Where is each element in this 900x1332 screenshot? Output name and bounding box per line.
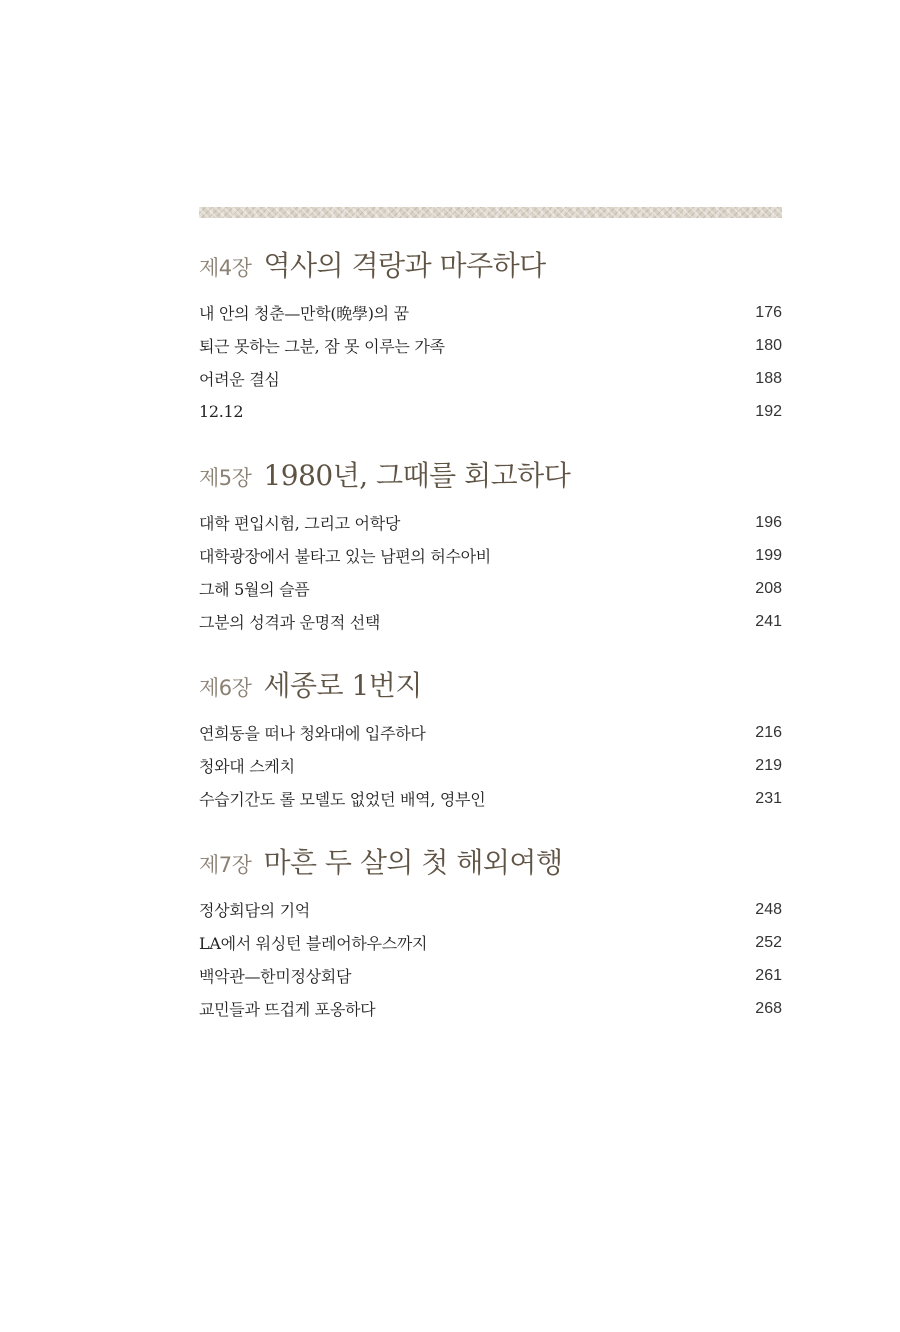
chapter-entries [199,893,782,1025]
toc-entry[interactable] [199,395,782,428]
entry-page-number: 241 [755,612,782,630]
entry-title: 대학광장에서 불타고 있는 남편의 허수아비 [199,547,491,566]
chapter-heading [199,244,782,284]
entry-page-number: 248 [755,900,782,918]
entry-page-number: 176 [755,303,782,321]
toc-entry[interactable] [199,506,782,539]
entry-title: 대학 편입시험, 그리고 어학당 [199,514,401,533]
entry-title: 그분의 성격과 운명적 선택 [199,613,381,632]
toc-entry[interactable] [199,605,782,638]
chapter-5 [199,454,782,638]
chapter-label: 제7장 [199,853,252,877]
entry-title: LA에서 워싱턴 블레어하우스까지 [199,934,428,953]
entry-page-number: 192 [755,402,782,420]
entry-page-number: 180 [755,336,782,354]
toc-entry[interactable] [199,959,782,992]
chapter-title: 마흔 두 살의 첫 해외여행 [263,846,563,879]
toc-entry[interactable] [199,926,782,959]
entry-page-number: 199 [755,546,782,564]
chapter-entries [199,506,782,638]
chapter-title: 1980년, 그때를 회고하다 [263,459,571,492]
entry-title: 정상회담의 기억 [199,901,310,920]
entry-page-number: 196 [755,513,782,531]
chapter-7 [199,841,782,1025]
toc-entry[interactable] [199,362,782,395]
chapter-6 [199,664,782,815]
entry-title: 연희동을 떠나 청와대에 입주하다 [199,724,426,743]
entry-title: 청와대 스케치 [199,757,295,776]
entry-page-number: 268 [755,999,782,1017]
toc-entry[interactable] [199,782,782,815]
toc-entry[interactable] [199,572,782,605]
entry-page-number: 219 [755,756,782,774]
chapter-title: 역사의 격랑과 마주하다 [263,249,546,282]
toc-entry[interactable] [199,296,782,329]
entry-page-number: 208 [755,579,782,597]
toc-entry[interactable] [199,749,782,782]
chapter-4 [199,244,782,428]
entry-page-number: 231 [755,789,782,807]
toc-entry[interactable] [199,539,782,572]
chapter-title: 세종로 1번지 [263,669,422,702]
entry-title: 백악관—한미정상회담 [199,967,352,986]
entry-title: 교민들과 뜨겁게 포옹하다 [199,1000,376,1019]
chapter-heading [199,841,782,881]
entry-title: 수습기간도 롤 모델도 없었던 배역, 영부인 [199,790,486,809]
toc-entry[interactable] [199,992,782,1025]
entry-title: 내 안의 청춘—만학(晩學)의 꿈 [199,304,409,323]
chapter-label: 제6장 [199,676,252,700]
entry-page-number: 216 [755,723,782,741]
entry-title: 퇴근 못하는 그분, 잠 못 이루는 가족 [199,337,445,356]
chapter-entries [199,296,782,428]
decorative-band [199,207,782,218]
toc-entry[interactable] [199,716,782,749]
entry-title: 12.12 [199,402,244,421]
toc-entry[interactable] [199,893,782,926]
chapter-heading [199,454,782,494]
entry-title: 그해 5월의 슬픔 [199,580,310,599]
entry-title: 어려운 결심 [199,370,280,389]
chapter-heading [199,664,782,704]
chapter-label: 제4장 [199,256,252,280]
entry-page-number: 188 [755,369,782,387]
entry-page-number: 261 [755,966,782,984]
toc-entry[interactable] [199,329,782,362]
entry-page-number: 252 [755,933,782,951]
chapter-entries [199,716,782,815]
chapter-label: 제5장 [199,466,252,490]
